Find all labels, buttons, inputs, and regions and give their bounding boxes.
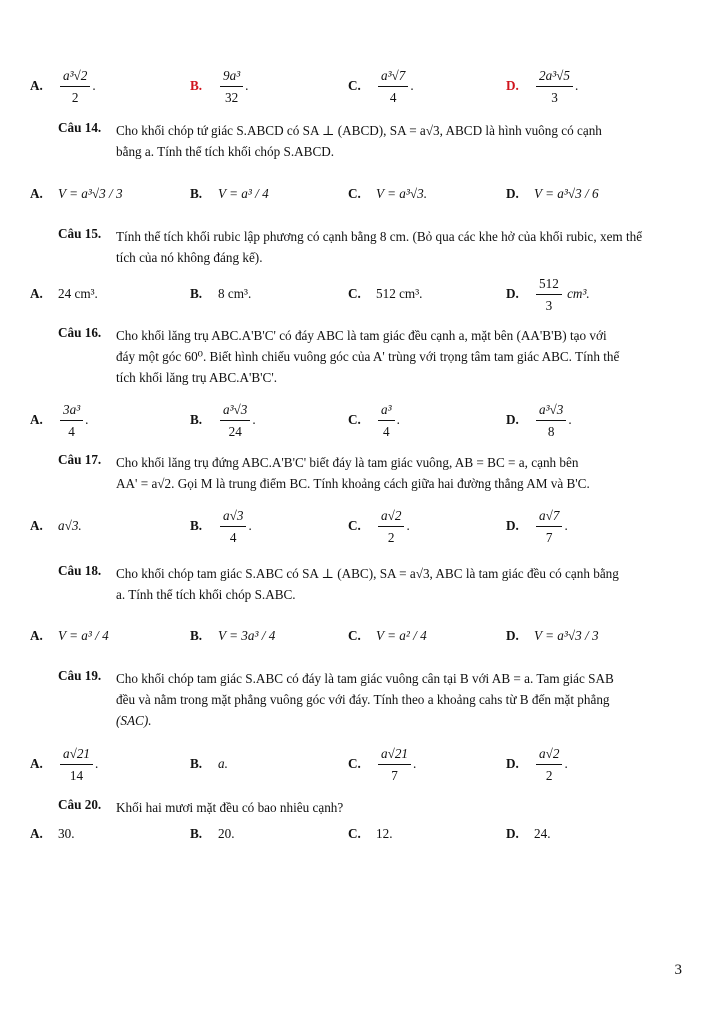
question-text: AA' = a√2. Gọi M là trung điểm BC. Tính khoảng cách giữa hai đường thẳng AM và B'C. (116, 476, 590, 491)
option-a[interactable]: A. $\frac{a√21}{14}$ . (30, 745, 99, 783)
option-c[interactable]: C. V = a² / 4 (348, 628, 427, 643)
option-c[interactable]: C. $\frac{a√21}{7}$ . (348, 745, 417, 783)
option-b[interactable]: B. $\frac{a√3}{4}$ . (190, 507, 252, 545)
question-17 (58, 452, 704, 494)
question-text: tích của nó không đáng kể). (116, 250, 263, 265)
question-number: Câu 19. (58, 668, 102, 683)
option-a[interactable]: A. a√3. (30, 518, 82, 533)
option-a[interactable]: A. V = a³√3 / 3 (30, 186, 123, 201)
page-number: 3 (674, 962, 682, 978)
question-text: (SAC). (116, 713, 152, 728)
question-text: đều và nằm trong mặt phẳng vuông góc với đáy. Tính theo a khoảng cahs từ B đến mặt phẳng (116, 692, 610, 707)
option-c[interactable]: C. $\frac{\text{a³}}{4}$ . (348, 401, 400, 439)
option-c[interactable]: C. 12. (348, 826, 393, 841)
option-b[interactable]: B. V = a³ / 4 (190, 186, 269, 201)
option-d[interactable]: D. $\frac{\text{2a³√5}}{3}$ . (506, 67, 579, 105)
question-text: Cho khối chóp tam giác S.ABC có SA ⊥ (ABC), SA = a√3, ABC là tam giác đều có cạnh bằng (116, 566, 619, 581)
question-number: Câu 20. (58, 797, 102, 812)
question-16 (58, 325, 704, 388)
option-d[interactable]: D. $\frac{512}{3}$ cm³. (506, 275, 590, 313)
question-text: Tính thể tích khối rubic lập phương có cạnh bằng 8 cm. (Bỏ qua các khe hở của khối rubic, xem thể (116, 229, 643, 244)
option-b[interactable]: B. V = 3a³ / 4 (190, 628, 276, 643)
option-b[interactable]: B. 8 cm³. (190, 286, 252, 301)
option-d[interactable]: D. $\frac{a√7}{7}$ . (506, 507, 568, 545)
option-a[interactable]: A. 24 cm³. (30, 286, 98, 301)
option-b[interactable]: B. 20. (190, 826, 235, 841)
question-15 (58, 226, 704, 268)
option-b[interactable]: B. $\frac{\text{9a³}}{32}$ . (190, 67, 249, 105)
option-a[interactable]: A. 30. (30, 826, 75, 841)
question-number: Câu 17. (58, 452, 102, 467)
option-a[interactable]: A. $\frac{\text{a³√2}}{2}$ . (30, 67, 96, 105)
option-b[interactable]: B. $\frac{\text{a³√3}}{24}$ . (190, 401, 256, 439)
question-14 (58, 120, 704, 162)
question-text: tích khối lăng trụ ABC.A'B'C'. (116, 370, 277, 385)
question-text: Cho khối lăng trụ đứng ABC.A'B'C' biết đáy là tam giác vuông, AB = BC = a, cạnh bên (116, 455, 579, 470)
option-c[interactable]: C. V = a³√3. (348, 186, 427, 201)
option-d[interactable]: D. $\frac{\text{a³√3}}{8}$ . (506, 401, 572, 439)
option-b[interactable]: B. a. (190, 756, 228, 771)
question-text: Cho khối lăng trụ ABC.A'B'C' có đáy ABC là tam giác đều cạnh a, mặt bên (AA'B'B) tạo với (116, 328, 607, 343)
question-text: đáy một góc 60⁰. Biết hình chiếu vuông góc của A' trùng với trọng tâm tam giác ABC. Tính thể (116, 349, 620, 364)
question-text: a. Tính thể tích khối chóp S.ABC. (116, 587, 296, 602)
question-text: bằng a. Tính thể tích khối chóp S.ABCD. (116, 144, 335, 159)
option-a[interactable]: A. $\frac{\text{3a³}}{4}$ . (30, 401, 89, 439)
question-18 (58, 563, 704, 605)
question-text: Khối hai mươi mặt đều có bao nhiêu cạnh? (116, 800, 344, 815)
option-c[interactable]: C. 512 cm³. (348, 286, 423, 301)
option-c[interactable]: C. $\frac{a√2}{2}$ . (348, 507, 410, 545)
question-number: Câu 16. (58, 325, 102, 340)
option-d[interactable]: D. $\frac{a√2}{2}$ . (506, 745, 568, 783)
question-number: Câu 18. (58, 563, 102, 578)
option-d[interactable]: D. 24. (506, 826, 551, 841)
question-number: Câu 15. (58, 226, 102, 241)
option-d[interactable]: D. V = a³√3 / 3 (506, 628, 599, 643)
option-a[interactable]: A. V = a³ / 4 (30, 628, 109, 643)
question-19 (58, 668, 704, 731)
option-c[interactable]: C. $\frac{\text{a³√7}}{4}$ . (348, 67, 414, 105)
option-d[interactable]: D. V = a³√3 / 6 (506, 186, 599, 201)
answer-row (0, 62, 704, 110)
question-text: Cho khối chóp tam giác S.ABC có đáy là tam giác vuông cân tại B với AB = a. Tam giác SAB (116, 671, 614, 686)
question-number: Câu 14. (58, 120, 102, 135)
question-text: Cho khối chóp tứ giác S.ABCD có SA ⊥ (ABCD), SA = a√3, ABCD là hình vuông có cạnh (116, 123, 602, 138)
